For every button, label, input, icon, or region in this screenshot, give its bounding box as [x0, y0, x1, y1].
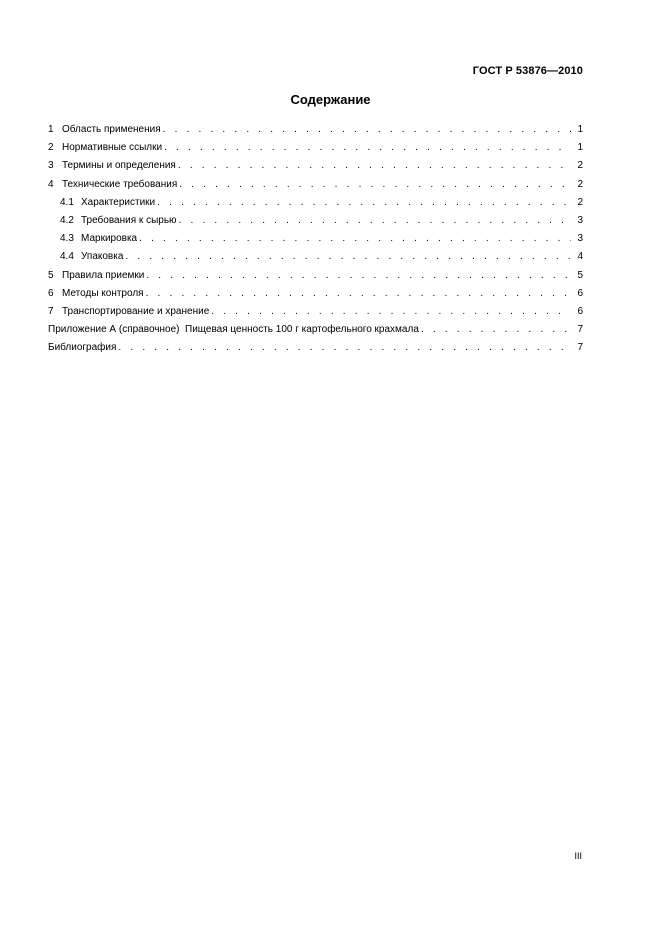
toc-dot-leader	[179, 176, 571, 194]
toc-dot-leader	[163, 121, 571, 139]
toc-entry-bibliography[interactable]	[48, 339, 583, 357]
toc-title: Содержание	[290, 92, 371, 107]
toc-dot-leader	[125, 248, 571, 266]
toc-entry-title: Область применения	[62, 124, 161, 135]
toc-entry-raw-material-requirements[interactable]	[48, 212, 583, 230]
toc-dot-leader	[164, 139, 571, 157]
toc-entry-page: 6	[577, 287, 583, 299]
toc-entry-number: 4.3	[60, 233, 74, 245]
toc-entry-title: Характеристики	[81, 196, 156, 208]
toc-entry-page: 1	[577, 124, 583, 135]
toc-entry-page: 3	[577, 233, 583, 245]
toc-dot-leader	[157, 194, 571, 212]
toc-entry-number: 6	[48, 287, 54, 299]
toc-entry-technical-requirements[interactable]	[48, 176, 583, 194]
toc-dot-leader	[211, 303, 571, 321]
toc-entry-title: Транспортирование и хранение	[62, 305, 210, 317]
toc-entry-title: Библиография	[48, 342, 117, 354]
toc-entry-page: 4	[577, 251, 583, 263]
toc-entry-number: 1	[48, 124, 54, 135]
toc-entry-packaging[interactable]	[48, 248, 583, 266]
toc-entry-page: 7	[577, 324, 583, 336]
toc-entry-number: 4.2	[60, 214, 74, 226]
toc-dot-leader	[139, 230, 571, 248]
toc-entry-title: Маркировка	[81, 233, 138, 245]
toc-entry-characteristics[interactable]	[48, 194, 583, 212]
toc-entry-normative-references[interactable]	[48, 139, 583, 157]
toc-dot-leader	[179, 212, 571, 230]
toc-dot-leader	[178, 157, 571, 175]
toc-entry-title: Технические требования	[62, 178, 178, 190]
toc-entry-scope[interactable]	[48, 121, 583, 139]
toc-entry-title: Нормативные ссылки	[62, 142, 163, 154]
toc-entry-terms[interactable]	[48, 157, 583, 175]
toc-entry-page: 3	[577, 214, 583, 226]
toc-entry-number: 3	[48, 160, 54, 172]
toc-entry-page: 1	[577, 142, 583, 154]
toc-entry-title: Требования к сырью	[81, 214, 177, 226]
toc-entry-number: 5	[48, 269, 54, 281]
toc-entry-page: 7	[577, 342, 583, 354]
document-code: ГОСТ Р 53876—2010	[472, 65, 583, 77]
page-number: III	[574, 851, 582, 861]
table-of-contents	[48, 121, 583, 357]
toc-entry-page: 2	[577, 178, 583, 190]
toc-entry-title: Методы контроля	[62, 287, 144, 299]
toc-entry-number: 4.1	[60, 196, 74, 208]
toc-entry-title: Термины и определения	[62, 160, 176, 172]
toc-entry-labeling[interactable]	[48, 230, 583, 248]
toc-entry-page: 2	[577, 160, 583, 172]
toc-entry-title: Правила приемки	[62, 269, 145, 281]
toc-entry-number: 4.4	[60, 251, 74, 263]
toc-dot-leader	[118, 339, 571, 357]
toc-dot-leader	[421, 321, 571, 339]
toc-entry-number: 4	[48, 178, 54, 190]
toc-entry-title: Приложение А (справочное) Пищевая ценность 100 г картофельного крахмала	[48, 324, 419, 336]
toc-dot-leader	[146, 285, 571, 303]
toc-entry-control-methods[interactable]	[48, 285, 583, 303]
toc-entry-title: Упаковка	[81, 251, 124, 263]
toc-entry-page: 5	[577, 269, 583, 281]
toc-entry-number: 2	[48, 142, 54, 154]
toc-entry-page: 6	[577, 305, 583, 317]
toc-entry-page: 2	[577, 196, 583, 208]
toc-entry-transport-storage[interactable]	[48, 303, 583, 321]
toc-entry-acceptance-rules[interactable]	[48, 267, 583, 285]
toc-entry-appendix-a[interactable]	[48, 321, 583, 339]
toc-dot-leader	[146, 267, 571, 285]
toc-entry-number: 7	[48, 305, 54, 317]
